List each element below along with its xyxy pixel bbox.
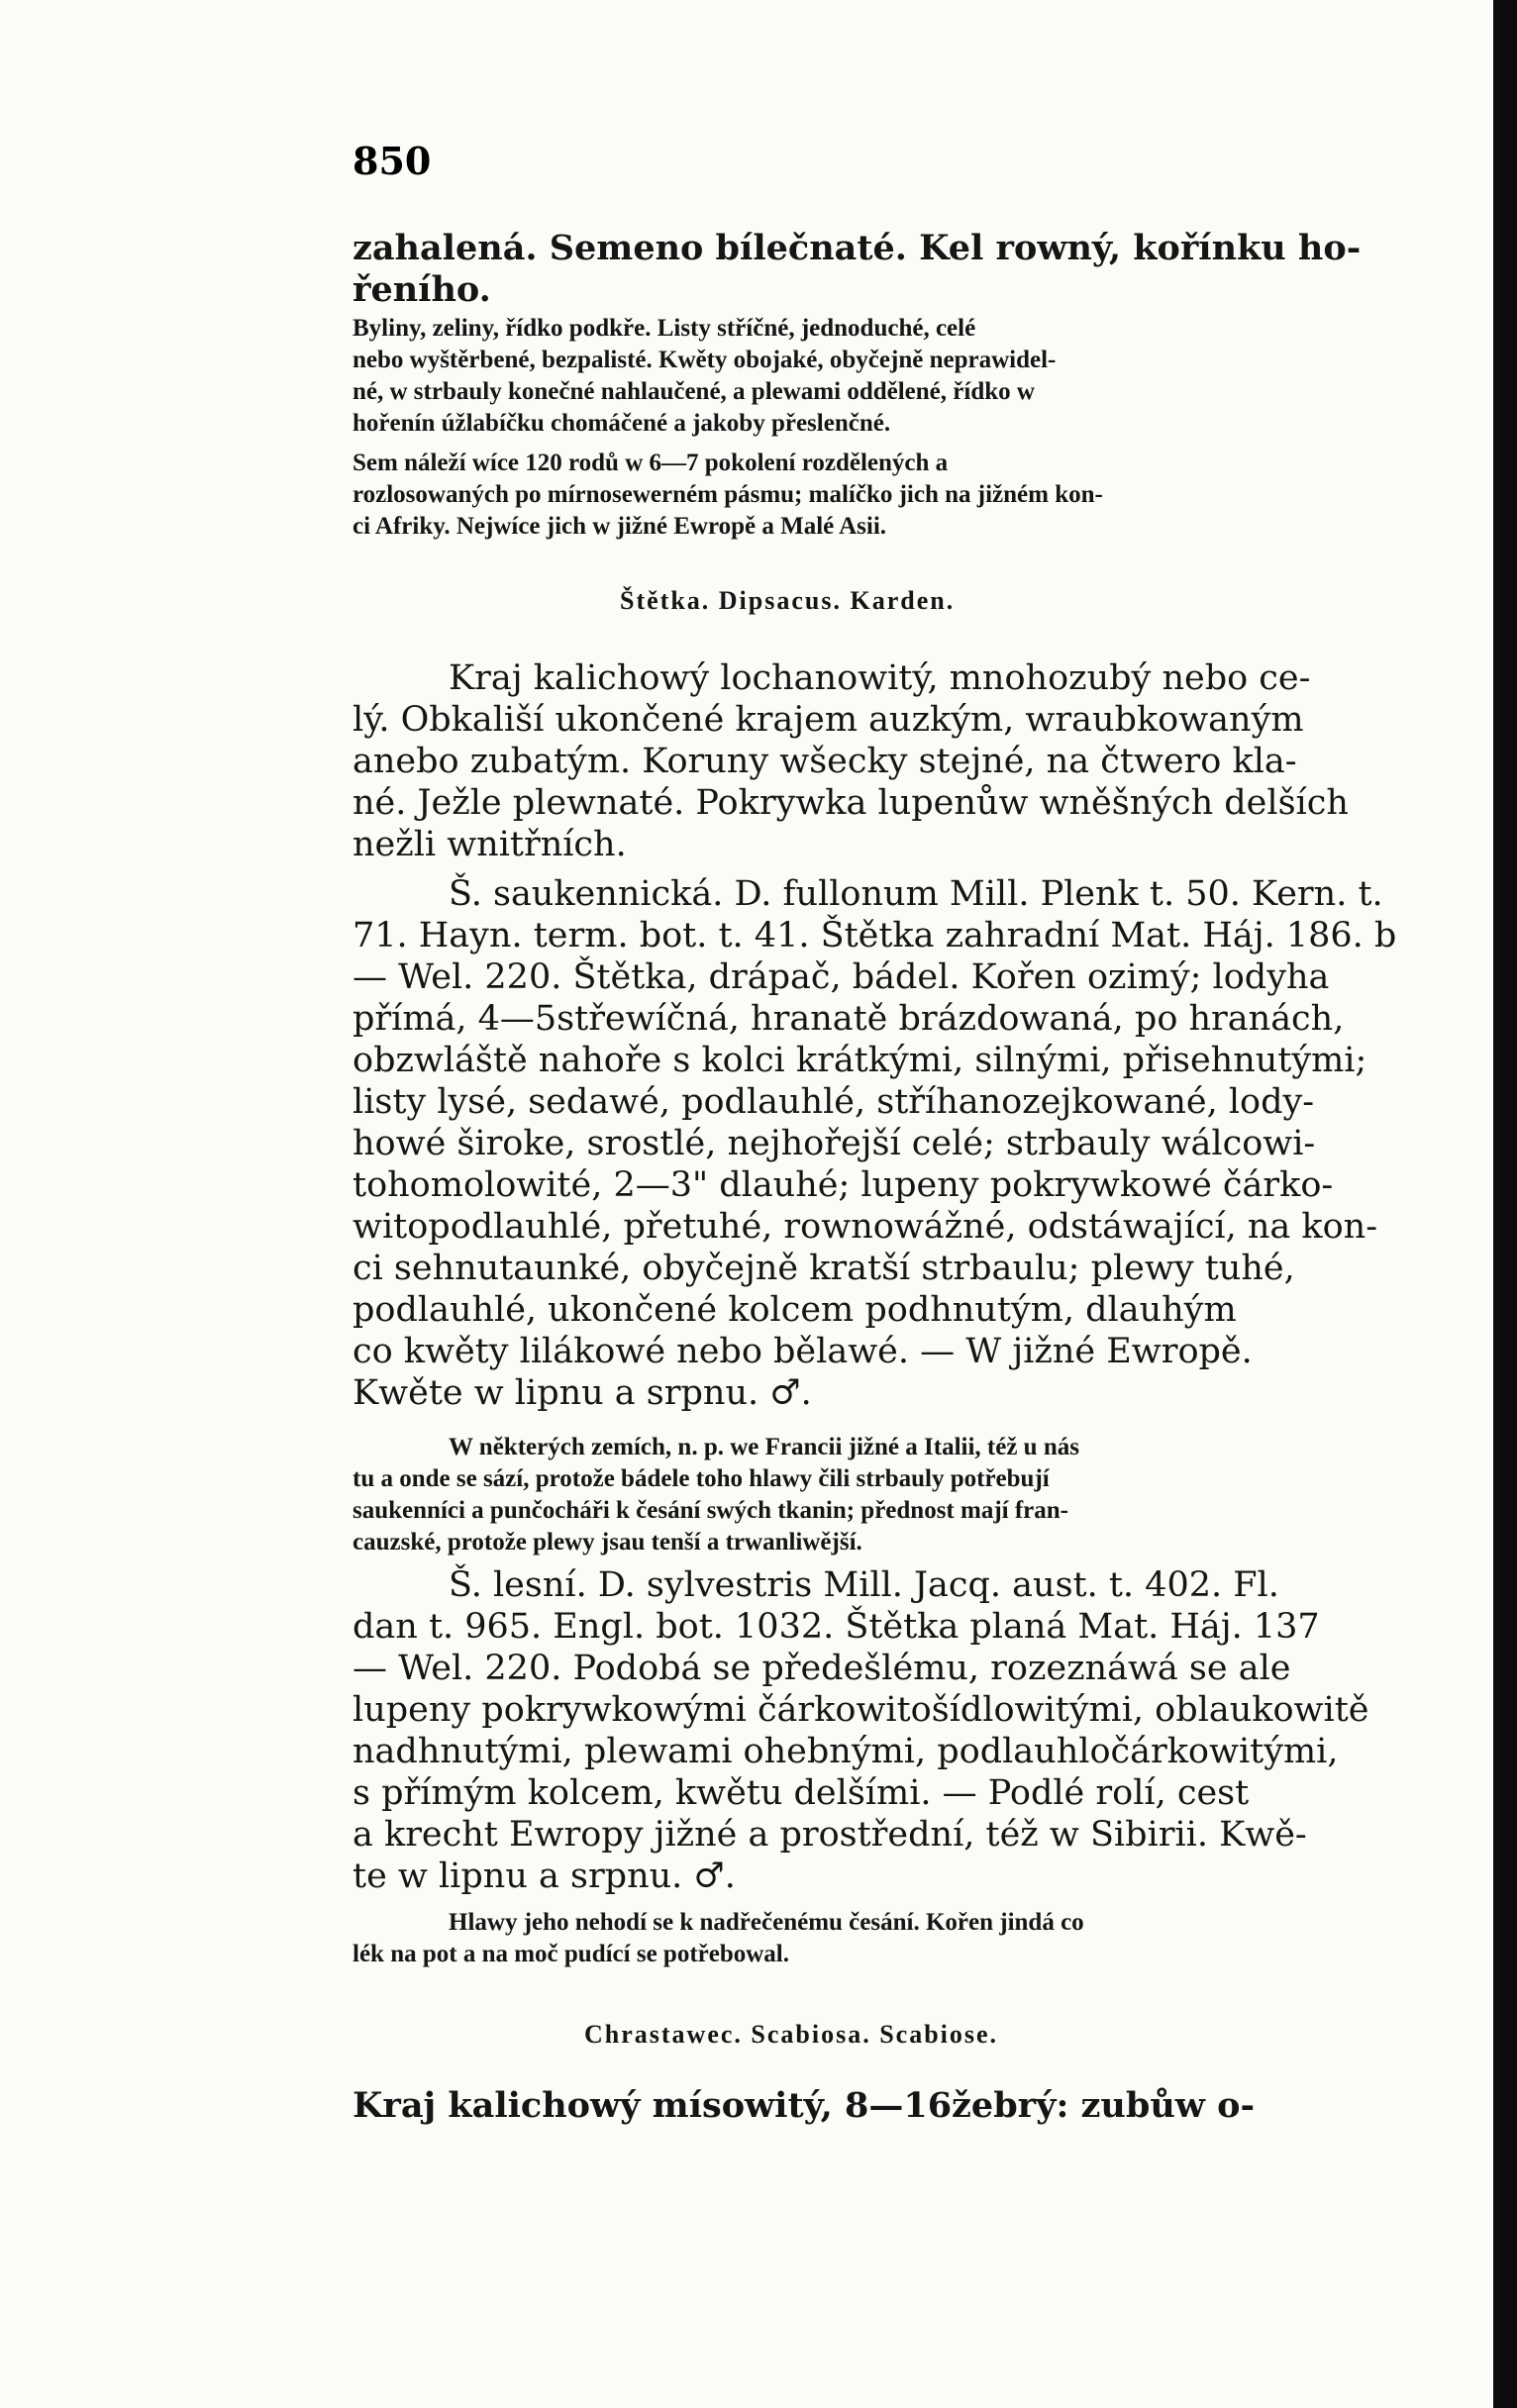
text-line: né. Ježle plewnaté. Pokrywka lupenůw wněšných delších [353, 783, 1349, 823]
note-line: hořenín úžlabíčku chomáčené a jakoby přeslenčné. [353, 410, 891, 437]
page-number: 850 [353, 139, 432, 183]
note-line: lék na pot a na moč pudící se potřebowal. [353, 1941, 790, 1967]
text-line: dan t. 965. Engl. bot. 1032. Štětka planá Mat. Háj. 137 [353, 1607, 1320, 1647]
text-line: Š. saukennická. D. fullonum Mill. Plenk t. 50. Kern. t. [449, 874, 1383, 914]
text-line: 71. Hayn. term. bot. t. 41. Štětka zahradní Mat. Háj. 186. b [353, 916, 1397, 955]
text-line: a krecht Ewropy jižné a prostřední, též w Sibirii. Kwě- [353, 1815, 1307, 1855]
text-line: howé široke, srostlé, nejhořejší celé; strbauly wálcowi- [353, 1124, 1316, 1163]
text-line: — Wel. 220. Podobá se předešlému, rozeznáwá se ale [353, 1649, 1291, 1688]
note-line: tu a onde se sází, protože bádele toho hlawy čili strbauly potřebují [353, 1465, 1050, 1492]
text-line: přímá, 4—5střewíčná, hranatě brázdowaná, po hranách, [353, 999, 1345, 1039]
text-line: zahalená. Semeno bílečnaté. Kel rowný, kořínku ho- [353, 228, 1362, 268]
note-line: rozlosowaných po mírnosewerném pásmu; malíčko jich na jižném kon- [353, 481, 1103, 508]
note-line: Byliny, zeliny, řídko podkře. Listy stříčné, jednoduché, celé [353, 315, 976, 342]
text-line: Š. lesní. D. sylvestris Mill. Jacq. aust. t. 402. Fl. [449, 1565, 1279, 1605]
text-line: tohomolowité, 2—3" dlauhé; lupeny pokrywkowé čárko- [353, 1165, 1334, 1205]
text-line: Kwěte w lipnu a srpnu. ♂. [353, 1373, 812, 1413]
note-line: né, w strbauly konečné nahlaučené, a plewami oddělené, řídko w [353, 378, 1035, 405]
text-line: — Wel. 220. Štětka, drápač, bádel. Kořen ozimý; lodyha [353, 957, 1330, 997]
text-line: řeního. [353, 269, 491, 310]
note-line: ci Afriky. Nejwíce jich w jižné Ewropě a Malé Asii. [353, 513, 887, 540]
text-line: witopodlauhlé, přetuhé, rownowážné, odstáwající, na kon- [353, 1207, 1378, 1247]
text-line: lý. Obkališí ukončené krajem auzkým, wraubkowaným [353, 700, 1304, 740]
section-heading-chrastawec: Chrastawec. Scabiosa. Scabiose. [584, 2020, 999, 2049]
note-line: cauzské, protože plewy jsau tenší a trwanliwější. [353, 1529, 862, 1555]
section-heading-stetka: Štětka. Dipsacus. Karden. [620, 586, 956, 615]
text-line: co kwěty lilákowé nebo bělawé. — W jižné Ewropě. [353, 1332, 1253, 1371]
text-line: te w lipnu a srpnu. ♂. [353, 1856, 736, 1896]
text-line: s přímým kolcem, kwětu delšími. — Podlé rolí, cest [353, 1773, 1250, 1813]
text-line: podlauhlé, ukončené kolcem podhnutým, dlauhým [353, 1290, 1237, 1330]
note-line: Hlawy jeho nehodí se k nadřečenému česání. Kořen jindá co [449, 1909, 1084, 1936]
note-line: W některých zemích, n. p. we Francii jižné a Italii, též u nás [449, 1434, 1079, 1460]
text-line: obzwláště nahoře s kolci krátkými, silnými, přisehnutými; [353, 1041, 1367, 1080]
text-line: Kraj kalichowý lochanowitý, mnohozubý nebo ce- [449, 658, 1311, 698]
text-line: nežli wnitřních. [353, 825, 627, 864]
note-line: saukenníci a punčocháři k česání swých tkanin; přednost mají fran- [353, 1497, 1068, 1524]
note-line: Sem náleží wíce 120 rodů w 6—7 pokolení rozdělených a [353, 450, 949, 476]
text-line: ci sehnutaunké, obyčejně kratší strbaulu; plewy tuhé, [353, 1249, 1295, 1288]
text-line: Kraj kalichowý mísowitý, 8—16žebrý: zubůw o- [353, 2085, 1255, 2126]
text-line: listy lysé, sedawé, podlauhlé, stříhanozejkowané, lody- [353, 1082, 1315, 1122]
text-line: lupeny pokrywkowými čárkowitošídlowitými, oblaukowitě [353, 1690, 1369, 1730]
note-line: nebo wyštěrbené, bezpalisté. Kwěty obojaké, obyčejně neprawidel- [353, 347, 1057, 373]
text-line: anebo zubatým. Koruny wšecky stejné, na čtwero kla- [353, 742, 1297, 781]
text-line: nadhnutými, plewami ohebnými, podlauhločárkowitými, [353, 1732, 1339, 1771]
